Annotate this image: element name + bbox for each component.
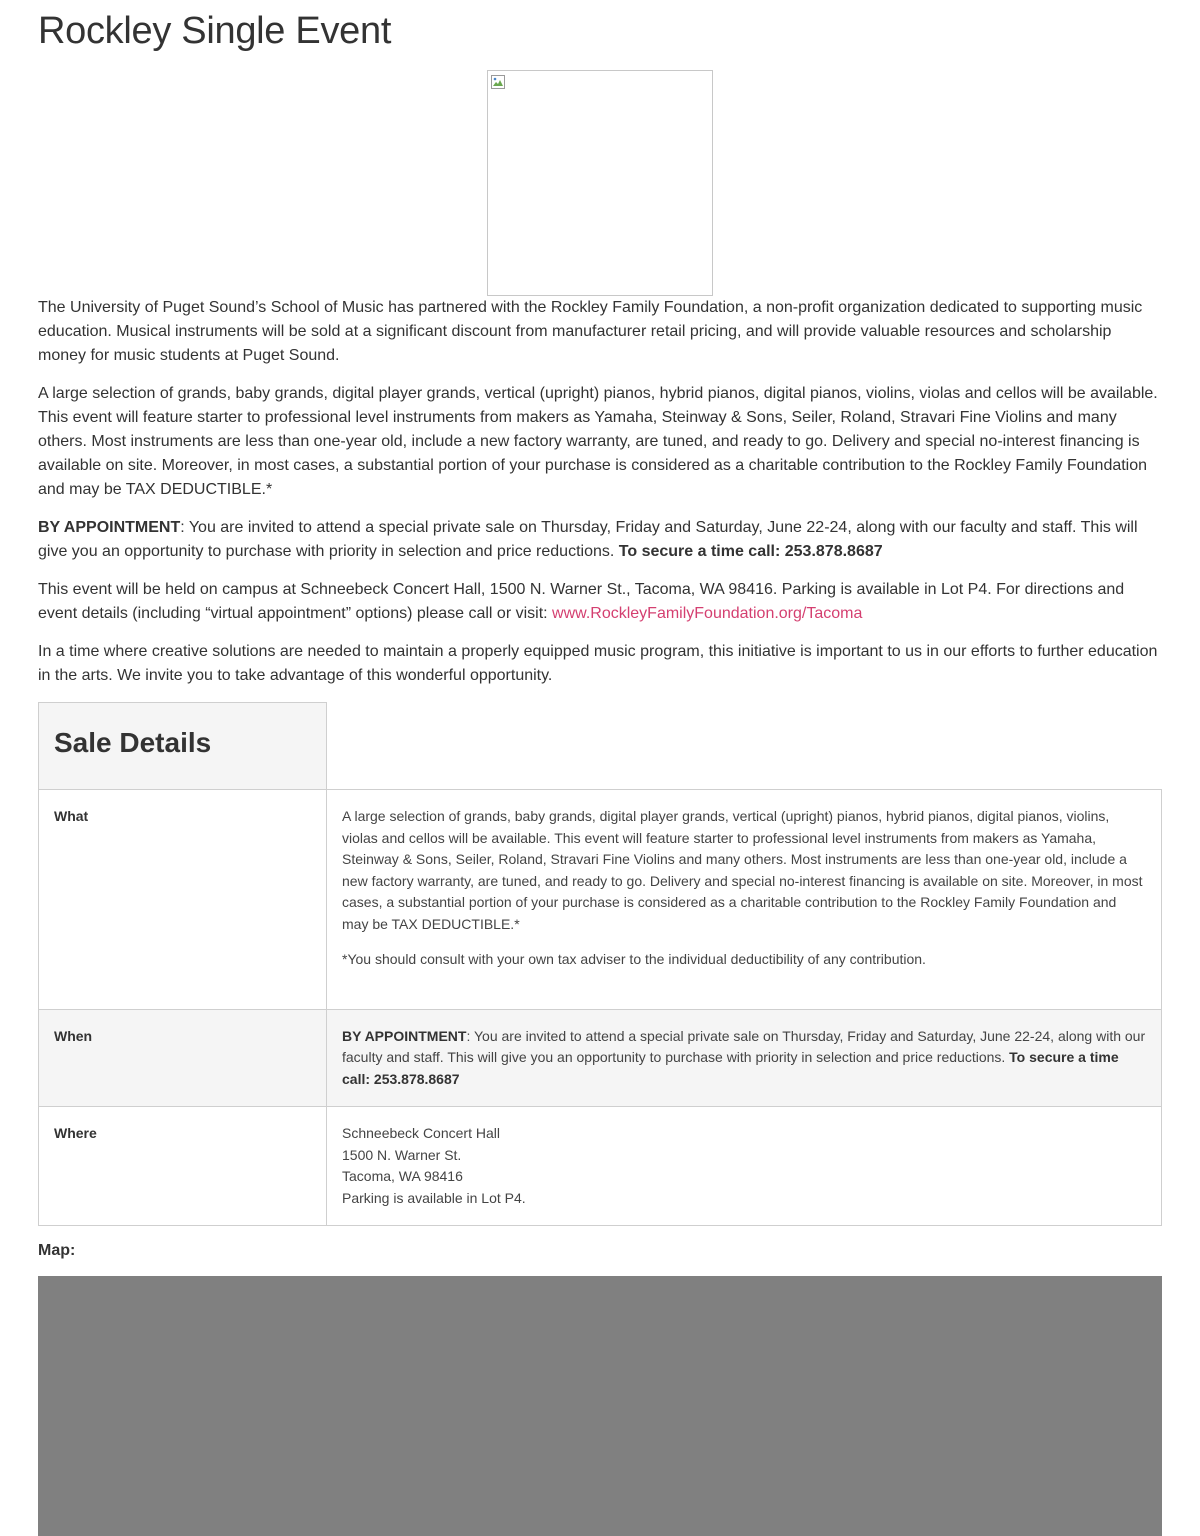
sale-details-header-empty	[327, 703, 1162, 790]
sale-details-table	[38, 702, 1162, 1226]
intro-paragraph-2: A large selection of grands, baby grands, digital player grands, vertical (upright) pianos, hybrid pianos, digital pianos, violins, violas and cellos will be available. This event will feature starter to professional level instruments from makers as Yamaha, Steinway & Sons, Seiler, Roland, Stravari Fine Violins and many others. Most instruments are less than one-year old, include a new factory warranty, are tuned, and ready to go. Delivery and special no-interest financing is available on site. Moreover, in most cases, a substantial portion of your purchase is considered as a charitable contribution to the Rockley Family Foundation and may be TAX DEDUCTIBLE.*	[38, 385, 1158, 498]
what-label: What	[39, 790, 327, 1010]
appointment-phone: To secure a time call: 253.878.8687	[618, 543, 883, 560]
when-cell	[327, 1009, 1162, 1107]
sale-details-heading: Sale Details	[39, 703, 327, 790]
map-label: Map:	[38, 1242, 76, 1259]
where-label: Where	[39, 1107, 327, 1226]
page-title: Rockley Single Event	[38, 10, 392, 52]
appointment-paragraph	[38, 516, 1162, 564]
appointment-label: BY APPOINTMENT	[38, 519, 181, 536]
featured-image	[487, 70, 713, 296]
table-row-where	[39, 1107, 1162, 1226]
featured-image-wrap	[38, 70, 1162, 296]
intro-paragraph-1: The University of Puget Sound’s School of Music has partnered with the Rockley Family Foundation, a non-profit organization dedicated to supporting music education. Musical instruments will be sold at a significant discount from manufacturer retail pricing, and will provide valuable resources and scholarship money for music students at Puget Sound.	[38, 299, 1143, 364]
when-phone: To secure a time call: 253.878.8687	[342, 1049, 1119, 1087]
map-embed[interactable]	[38, 1276, 1162, 1536]
table-row-what	[39, 790, 1162, 1010]
when-bold: BY APPOINTMENT	[342, 1027, 467, 1044]
where-parking: Parking is available in Lot P4.	[342, 1189, 526, 1206]
appointment-text: : You are invited to attend a special private sale on Thursday, Friday and Saturday, June 22-24, along with our faculty and staff. This will give you an opportunity to purchase with priority in selection and price reductions.	[38, 519, 1138, 560]
what-cell	[327, 790, 1162, 1010]
closing-paragraph: In a time where creative solutions are needed to maintain a properly equipped music program, this initiative is important to us in our efforts to further education in the arts. We invite you to take advantage of this wonderful opportunity.	[38, 643, 1158, 684]
what-text: A large selection of grands, baby grands, digital player grands, vertical (upright) pianos, hybrid pianos, digital pianos, violins, violas and cellos will be available. This event will feature starter to professional level instruments from makers as Yamaha, Steinway & Sons, Seiler, Roland, Stravari Fine Violins and many others. Most instruments are less than one-year old, include a new factory warranty, are tuned, and ready to go. Delivery and special no-interest financing is available on site. Moreover, in most cases, a substantial portion of your purchase is considered as a charitable contribution to the Rockley Family Foundation and may be TAX DEDUCTIBLE.*	[342, 808, 1143, 932]
where-venue: Schneebeck Concert Hall	[342, 1125, 500, 1141]
what-note: *You should consult with your own tax adviser to the individual deductibility of any contribution.	[342, 951, 926, 967]
location-text: This event will be held on campus at Schneebeck Concert Hall, 1500 N. Warner St., Tacoma, WA 98416. Parking is available in Lot P4. For directions and event details (including “virtual appointment” options) please call or visit:	[38, 581, 1125, 622]
table-row-when	[39, 1009, 1162, 1107]
where-city: Tacoma, WA 98416	[342, 1168, 463, 1184]
where-street: 1500 N. Warner St.	[342, 1146, 462, 1163]
where-cell	[327, 1107, 1162, 1226]
when-text: : You are invited to attend a special private sale on Thursday, Friday and Saturday, June 22-24, along with our faculty and staff. This will give you an opportunity to purchase with priority in selection and price reductions.	[342, 1027, 1146, 1065]
sale-details-header-row	[39, 703, 1162, 790]
broken-image-icon	[491, 75, 505, 89]
when-label: When	[39, 1009, 327, 1107]
location-paragraph	[38, 578, 1162, 626]
foundation-link[interactable]: www.RockleyFamilyFoundation.org/Tacoma	[552, 605, 863, 622]
